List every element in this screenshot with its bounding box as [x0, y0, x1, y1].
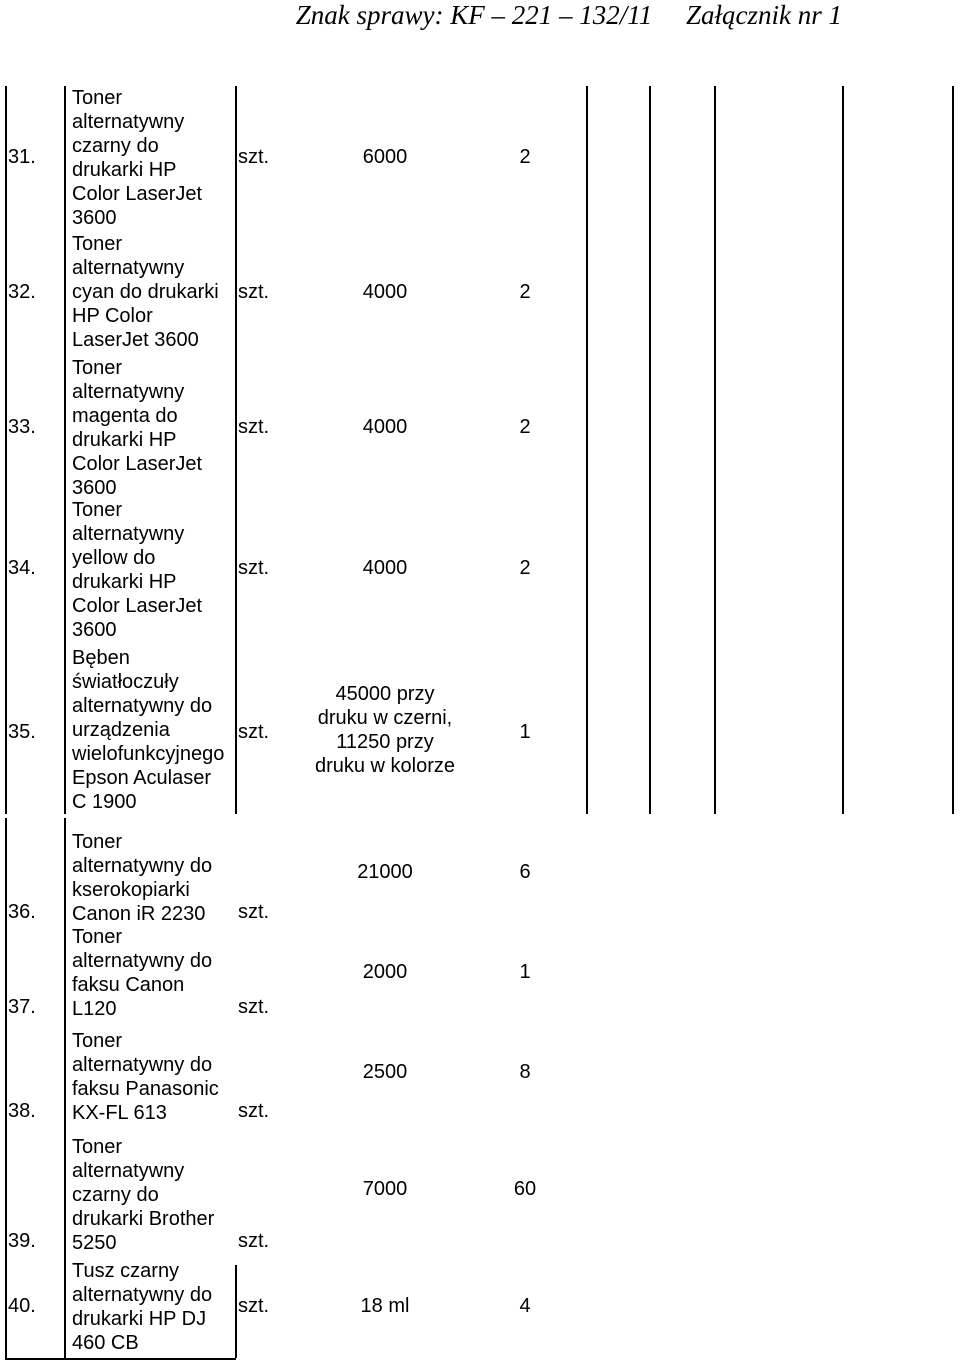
description-line: Toner: [72, 357, 123, 379]
description-line: Tusz czarny: [72, 1260, 180, 1282]
description-line: urządzenia: [72, 719, 170, 741]
description-line: faksu Canon: [72, 974, 185, 996]
quantity: 2: [519, 557, 531, 579]
description-line: alternatywny do: [72, 695, 213, 717]
yield: 21000: [357, 861, 413, 883]
quantity: 60: [513, 1178, 537, 1200]
description-line: cyan do drukarki: [72, 281, 219, 303]
description-line: Toner: [72, 1136, 123, 1158]
unit: szt.: [238, 146, 270, 168]
description-line: Toner: [72, 1030, 123, 1052]
description-line: kserokopiarki: [72, 879, 190, 901]
description-line: alternatywny do: [72, 1284, 213, 1306]
quantity: 1: [519, 961, 531, 983]
description-line: 3600: [72, 619, 117, 641]
description-line: alternatywny do: [72, 855, 213, 877]
description-line: drukarki HP DJ: [72, 1308, 207, 1330]
unit: szt.: [238, 1230, 270, 1252]
unit: szt.: [238, 996, 270, 1018]
table-border: [649, 86, 651, 814]
description-line: wielofunkcyjnego: [72, 743, 225, 765]
description-line: alternatywny: [72, 111, 185, 133]
yield-line: druku w kolorze: [314, 755, 456, 777]
row-number: 32.: [8, 281, 36, 303]
unit: szt.: [238, 1295, 270, 1317]
description-line: czarny do: [72, 1184, 159, 1206]
yield: 4000: [362, 281, 408, 303]
table-border: [714, 86, 716, 814]
description-line: C 1900: [72, 791, 137, 813]
description-line: Canon iR 2230: [72, 903, 206, 925]
quantity: 6: [519, 861, 531, 883]
description-line: drukarki HP: [72, 571, 177, 593]
description-line: HP Color: [72, 305, 153, 327]
yield: 18 ml: [360, 1295, 410, 1317]
yield-line: 11250 przy: [336, 731, 434, 753]
unit: szt.: [238, 901, 270, 923]
quantity: 1: [519, 721, 531, 743]
description-line: alternatywny do: [72, 950, 213, 972]
description-line: Toner: [72, 87, 123, 109]
yield: 6000: [362, 146, 408, 168]
row-number: 33.: [8, 416, 36, 438]
row-number: 36.: [8, 901, 36, 923]
yield: 4000: [362, 557, 408, 579]
unit: szt.: [238, 281, 270, 303]
attachment-label: Załącznik nr 1: [685, 0, 842, 30]
description-line: Toner: [72, 831, 123, 853]
unit: szt.: [238, 721, 270, 743]
yield: 2000: [362, 961, 408, 983]
unit: szt.: [238, 557, 270, 579]
description-line: faksu Panasonic: [72, 1078, 219, 1100]
table-border: [64, 86, 66, 814]
description-line: yellow do: [72, 547, 156, 569]
document-header: [296, 0, 842, 30]
table-border: [64, 818, 66, 1358]
row-number: 38.: [8, 1100, 36, 1122]
table-border: [235, 1265, 237, 1358]
description-line: Color LaserJet: [72, 453, 203, 475]
row-number: 31.: [8, 146, 36, 168]
description-line: Color LaserJet: [72, 595, 203, 617]
description-line: 3600: [72, 477, 117, 499]
unit: szt.: [238, 1100, 270, 1122]
description-line: alternatywny: [72, 257, 185, 279]
table-border: [235, 86, 237, 814]
description-line: 5250: [72, 1232, 117, 1254]
row-number: 37.: [8, 996, 36, 1018]
description-line: LaserJet 3600: [72, 329, 199, 351]
quantity: 4: [519, 1295, 531, 1317]
description-line: Color LaserJet: [72, 183, 203, 205]
description-line: Toner: [72, 499, 123, 521]
description-line: Toner: [72, 233, 123, 255]
row-number: 40.: [8, 1295, 36, 1317]
description-line: drukarki Brother: [72, 1208, 215, 1230]
quantity: 2: [519, 146, 531, 168]
row-number: 34.: [8, 557, 36, 579]
description-line: magenta do: [72, 405, 178, 427]
yield-line: 45000 przy: [335, 683, 435, 705]
table-border: [952, 86, 954, 814]
description-line: L120: [72, 998, 117, 1020]
description-line: drukarki HP: [72, 159, 177, 181]
row-number: 35.: [8, 721, 36, 743]
description-line: światłoczuły: [72, 671, 179, 693]
description-line: alternatywny: [72, 381, 185, 403]
description-line: 3600: [72, 207, 117, 229]
yield: 7000: [362, 1178, 408, 1200]
description-line: Epson Aculaser: [72, 767, 211, 789]
description-line: alternatywny: [72, 1160, 185, 1182]
table-border: [586, 86, 588, 814]
description-line: Bęben: [72, 647, 130, 669]
quantity: 2: [519, 281, 531, 303]
quantity: 8: [519, 1061, 531, 1083]
description-line: Toner: [72, 926, 123, 948]
unit: szt.: [238, 416, 270, 438]
description-line: alternatywny: [72, 523, 185, 545]
table-border: [842, 86, 844, 814]
description-line: 460 CB: [72, 1332, 139, 1354]
description-line: czarny do: [72, 135, 159, 157]
yield-line: druku w czerni,: [317, 707, 453, 729]
description-line: drukarki HP: [72, 429, 177, 451]
yield: 2500: [362, 1061, 408, 1083]
yield: 4000: [362, 416, 408, 438]
description-line: KX-FL 613: [72, 1102, 167, 1124]
row-number: 39.: [8, 1230, 36, 1252]
table-border: [5, 86, 7, 814]
case-number: Znak sprawy: KF – 221 – 132/11: [295, 0, 653, 30]
description-line: alternatywny do: [72, 1054, 213, 1076]
quantity: 2: [519, 416, 531, 438]
table-border: [5, 818, 7, 1358]
